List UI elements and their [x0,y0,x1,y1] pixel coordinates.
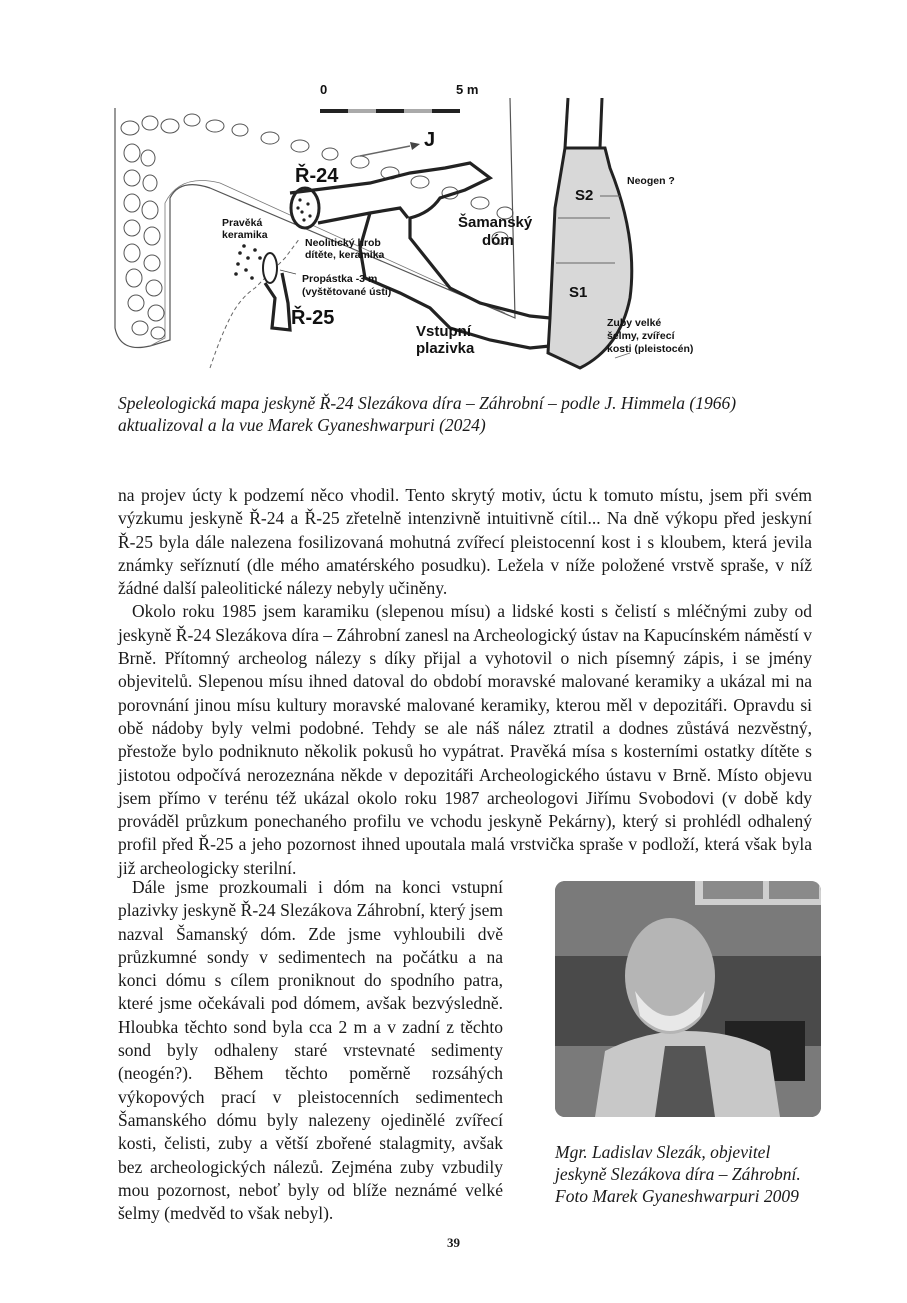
label-praveka-1: Pravěká [222,217,263,229]
map-caption-line-2: aktualizoval a la vue Marek Gyaneshwarpuri (2024) [118,415,486,435]
label-zuby-3: kosti (pleistocén) [607,343,694,355]
label-propastka-2: (vyštětované ústí) [302,286,392,298]
label-vstupni-2: plazivka [416,340,475,357]
scale-start-label: 0 [320,82,328,97]
page-number: 39 [447,1235,460,1250]
scale-end-label: 5 m [456,82,479,97]
map-caption-line-1: Speleologická mapa jeskyně Ř-24 Slezákova díra – Záhrobní – podle J. Himmela (1966) [118,393,737,413]
portrait-photo [555,881,821,1117]
map-caption [118,392,808,436]
paragraph-1: na projev úcty k podzemí něco vhodil. Tento skrytý motiv, úctu k tomuto místu, jsem při svém výzkumu jeskyně Ř-24 a Ř-25 zřetelně intenzivně intuitivně cítil... Na dně výkopu před jeskyní Ř-25 byla dále nalezena fosilizovaná mohutná zvířecí pleistocenní kost i s kloubem, která jevila známky seříznutí (dle mého amatérského posudku). Ležela v níže položené vrstvě spraše, v níž žádné další paleolitické nálezy nebyly učiněny. [118,485,812,599]
label-s2: S2 [575,187,594,204]
label-propastka-1: Propástka -3 m [302,273,378,285]
label-vstupni-1: Vstupní [416,323,471,340]
cave-r24-label: Ř-24 [295,165,339,187]
label-neoliticky-2: dítěte, keramika [305,249,385,261]
label-neogen: Neogen ? [627,175,675,187]
photo-caption-line-3: Foto Marek Gyaneshwarpuri 2009 [555,1186,799,1206]
label-samansky-1: Šamanský [458,214,533,231]
label-neoliticky-1: Neolitický hrob [305,237,381,249]
paragraph-3: Dále jsme prozkoumali i dóm na konci vstupní plazivky jeskyně Ř-24 Slezákova Záhrobní, který jsem nazval Šamanský dóm. Zde jsme vyhloubili dvě průzkumné sondy v sedimentech na počátku a na konci dómu s cílem proniknout do spodního patra, které jsme očekávali pod dómem, avšak bezvýsledně. Hloubka těchto sond byla cca 2 m a v zadní z těchto sond byly odhaleny staré vrstevnaté sedimenty (neogén?). Během těchto poměrně rozsáhých výkopových prací v pleistocenních sedimentech Šamanského dómu byly nalezeny ojedinělé zvířecí kosti, čelisti, zuby a větší zbořené stalagmity, avšak bez archeologických nálezů. Zejména zuby vzbudily mou pozornost, neboť byly od blíže neznámé velké šelmy (medvěd to však nebyl). [118,877,503,1224]
label-s1: S1 [569,284,588,301]
label-praveka-2: keramika [222,229,268,241]
body-text-column [118,876,503,1225]
direction-label: J [424,129,436,151]
body-text-full-width [118,484,812,880]
portrait-image [555,881,821,1117]
photo-caption [555,1141,835,1207]
cave-map-figure [110,78,720,378]
cave-r25-label: Ř-25 [291,307,335,329]
photo-caption-line-2: jeskyně Slezákova díra – Záhrobní. [555,1164,801,1184]
photo-caption-line-1: Mgr. Ladislav Slezák, objevitel [555,1142,771,1162]
label-zuby-2: šelmy, zvířecí [607,330,675,342]
paragraph-2: Okolo roku 1985 jsem karamiku (slepenou mísu) a lidské kosti s čelistí s mléčnými zuby od jeskyně Ř-24 Slezákova díra – Záhrobní zanesl na Archeologický ústav na Kapucínském náměstí v Brně. Přítomný archeolog nálezy s díky přijal a vyhotovil o nich písemný zápis, i se jmény objevitelů. Slepenou mísu ihned datoval do období moravské malované keramiky a ukázal mi na porovnání jinou mísu kultury moravské malované keramiky, kterou měl v depozitáři. Opravdu si obě nádoby byly velmi podobné. Tehdy se ale náš nález ztratil a dodnes zůstává nezvěstný, přestože bylo podniknuto několik pokusů ho vypátrat. Pravěká mísa s kosterními ostatky dítěte s jistotou odpočívá nerozeznána někde v depozitáři Archeologického ústavu v Brně. Místo objevu jsem přímo v terénu též ukázal okolo roku 1987 archeologovi Jiřímu Svobodovi (v době kdy prováděl průzkum ponechaného profilu ve vchodu jeskyně Pekárny), který si prohlédl odhalený profil před Ř-25 a jeho pozornost ihned upoutala malá vrstvička spraše v podloží, která však byla již archeologicky sterilní. [118,601,812,878]
label-samansky-2: dóm [482,232,514,249]
label-zuby-1: Zuby velké [607,317,662,329]
